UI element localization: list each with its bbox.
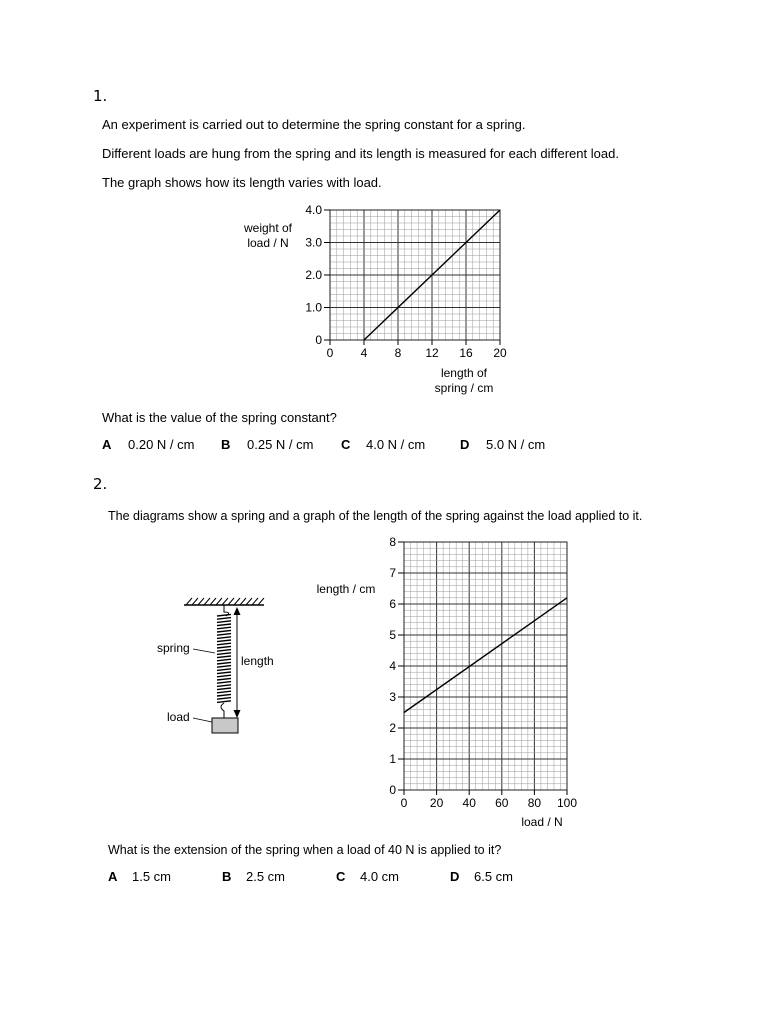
question-2-number: 2.	[93, 475, 108, 493]
q1-option-b-text[interactable]: 0.25 N / cm	[247, 437, 314, 452]
q2-option-c-letter: C	[336, 869, 346, 884]
x-tick-label: 16	[459, 346, 473, 360]
q2-question: What is the extension of the spring when a load of 40 N is applied to it?	[108, 843, 502, 857]
q1-option-b-letter: B	[221, 437, 231, 452]
q2-ylabel: length / cm	[316, 582, 376, 596]
x-tick-label: 20	[429, 796, 444, 810]
y-tick-label: 7	[389, 566, 396, 580]
y-tick-label: 1.0	[305, 300, 322, 315]
y-tick-label: 5	[389, 628, 396, 642]
y-tick-label: 6	[389, 597, 396, 611]
q1-xlabel-line-2: spring / cm	[434, 381, 494, 395]
q2-xlabel: load / N	[521, 815, 563, 829]
q2-option-d-text[interactable]: 6.5 cm	[474, 869, 514, 884]
y-tick-label: 2.0	[305, 268, 322, 282]
x-tick-label: 12	[425, 346, 439, 360]
q1-line-1: An experiment is carried out to determine the spring constant for a spring.	[102, 117, 526, 132]
q1-graph	[0, 195, 768, 405]
x-tick-label: 100	[556, 796, 578, 810]
q2-grid	[404, 542, 567, 790]
y-tick-label: 4.0	[305, 203, 322, 217]
q1-ylabel-line-2: load / N	[247, 236, 289, 250]
length-label: length	[241, 654, 274, 668]
q1-question: What is the value of the spring constant?	[102, 410, 337, 425]
q2-option-a-text[interactable]: 1.5 cm	[132, 869, 172, 884]
x-tick-label: 60	[495, 796, 509, 810]
q1-option-c-letter: C	[341, 437, 351, 452]
q2-intro: The diagrams show a spring and a graph of the length of the spring against the load applied to it.	[108, 509, 643, 523]
q1-xlabel-line-1: length of	[440, 366, 488, 380]
q1-option-d-text[interactable]: 5.0 N / cm	[486, 437, 546, 452]
x-tick-label: 0	[400, 796, 408, 810]
load-label: load	[167, 710, 190, 724]
y-tick-label: 3	[389, 690, 396, 704]
y-tick-label: 2	[389, 721, 396, 735]
q1-line-3: The graph shows how its length varies with load.	[102, 175, 382, 190]
y-tick-label: 8	[389, 535, 396, 549]
x-tick-label: 20	[493, 346, 507, 360]
q1-option-c-text[interactable]: 4.0 N / cm	[366, 437, 426, 452]
spring-label: spring	[157, 641, 190, 655]
q2-option-c-text[interactable]: 4.0 cm	[360, 869, 400, 884]
q2-option-b-text[interactable]: 2.5 cm	[246, 869, 286, 884]
q1-grid	[330, 210, 500, 340]
q2-option-b-letter: B	[222, 869, 232, 884]
question-1-number: 1.	[93, 87, 108, 105]
q1-option-a-text[interactable]: 0.20 N / cm	[128, 437, 195, 452]
q2-option-a-letter: A	[108, 869, 118, 884]
series-line-length	[404, 598, 567, 713]
q1-ylabel-line-1: weight of	[243, 221, 293, 235]
x-tick-label: 8	[394, 346, 402, 360]
y-tick-label: 4	[389, 659, 396, 673]
x-tick-label: 4	[360, 346, 368, 360]
q1-line-2: Different loads are hung from the spring and its length is measured for each different load.	[102, 146, 619, 161]
q1-option-d-letter: D	[460, 437, 470, 452]
q1-option-a-letter: A	[102, 437, 112, 452]
x-tick-label: 0	[326, 346, 334, 360]
q2-option-d-letter: D	[450, 869, 460, 884]
x-tick-label: 80	[527, 796, 542, 810]
y-tick-label: 3.0	[305, 235, 322, 250]
q2-graph	[0, 532, 768, 832]
x-tick-label: 40	[462, 796, 476, 810]
y-tick-label: 0	[389, 783, 396, 797]
y-tick-label: 0	[315, 333, 322, 347]
y-tick-label: 1	[389, 752, 396, 766]
